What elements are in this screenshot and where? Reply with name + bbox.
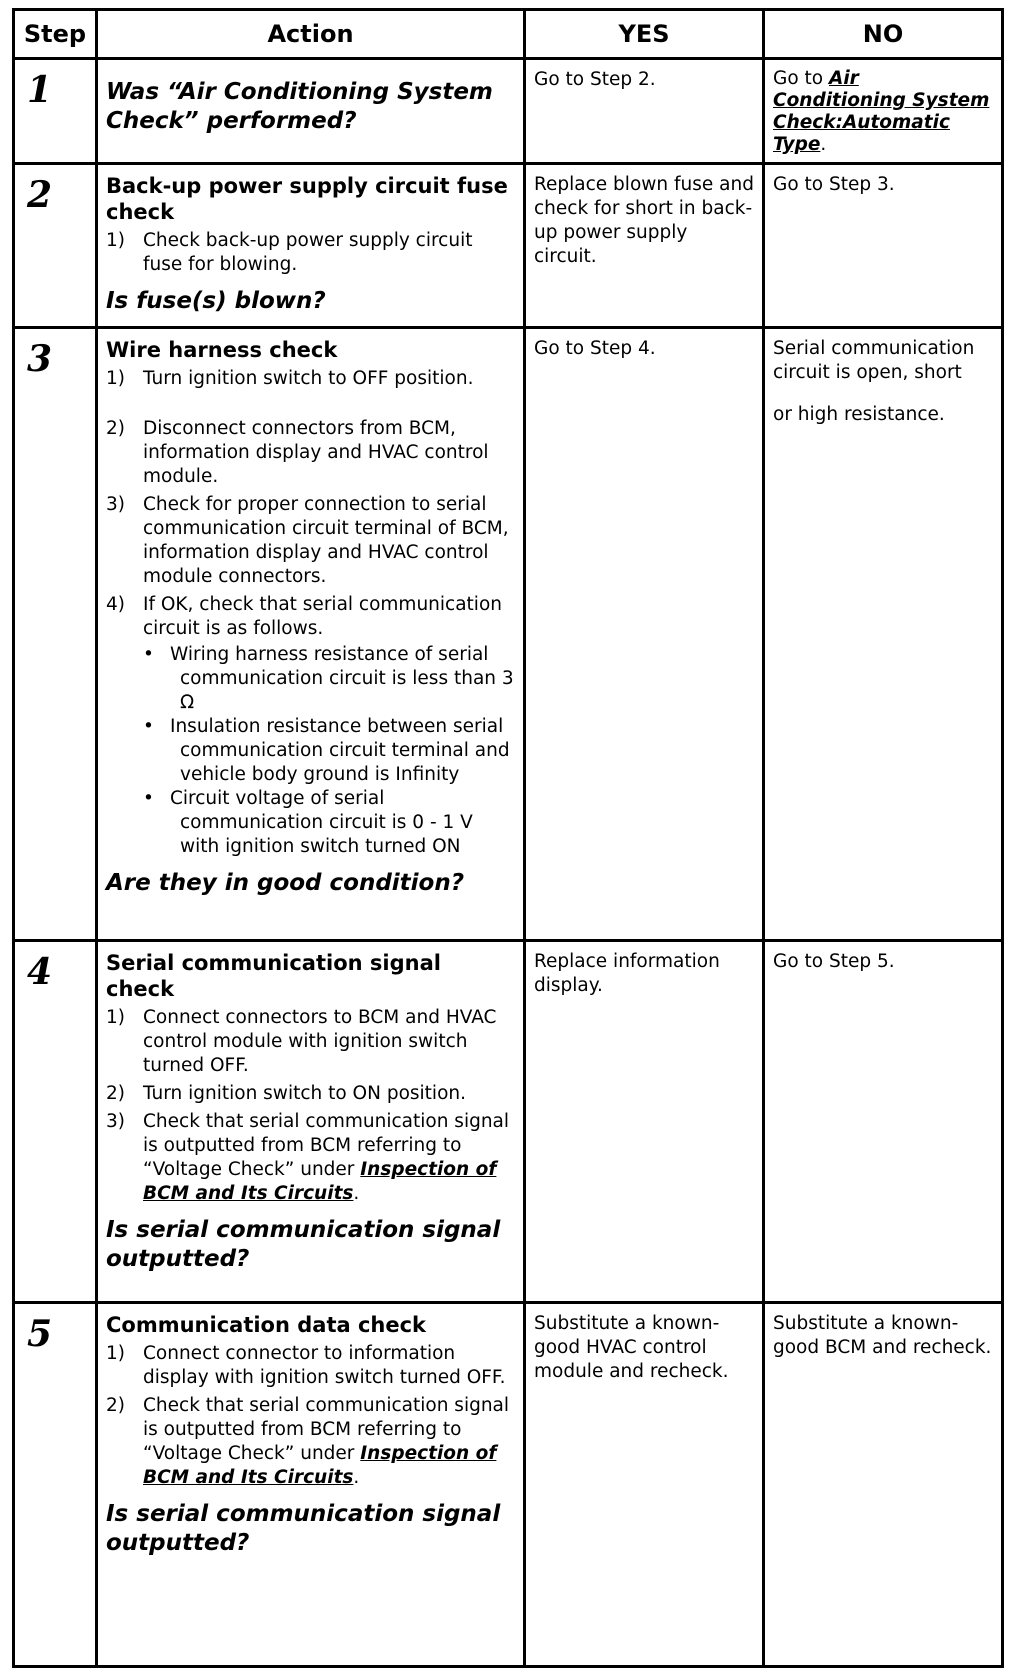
item-number: 3): [106, 1111, 125, 1132]
item-number: 1): [106, 368, 125, 389]
question: Is fuse(s) blown?: [106, 288, 326, 314]
bullet-text: Wiring harness resistance of serial communication circuit is less than 3 Ω: [170, 644, 514, 713]
yes-cell: [525, 59, 764, 164]
step-title: Back-up power supply circuit fuse check: [106, 174, 508, 224]
instruction-list: [106, 1006, 515, 1206]
item-suffix: .: [353, 1183, 360, 1204]
item-text: Disconnect connectors from BCM, information display and HVAC control module.: [143, 418, 489, 487]
yes-cell: [525, 1303, 764, 1667]
bullet-icon: •: [143, 716, 154, 737]
instruction-list: [106, 1342, 515, 1490]
item-number: 4): [106, 594, 125, 615]
air-conditioning-system-check-link[interactable]: Air Conditioning System Check:Automatic Type: [773, 68, 990, 155]
item-text: Check back-up power supply circuit fuse for blowing.: [143, 230, 473, 275]
action-cell: [97, 941, 525, 1303]
no-cell: [764, 164, 1003, 328]
action-cell: [97, 328, 525, 941]
item-text: Connect connector to information display with ignition switch turned OFF.: [143, 1343, 506, 1388]
list-item: [106, 1082, 515, 1106]
list-item: [106, 493, 515, 589]
no-cell: [764, 328, 1003, 941]
list-item: [106, 229, 515, 277]
table-row: [14, 59, 1003, 164]
yes-text: Go to Step 4.: [534, 338, 656, 359]
action-cell: [97, 59, 525, 164]
step-number: 5: [27, 1313, 53, 1355]
no-text-suffix: .: [820, 134, 827, 155]
item-number: 1): [106, 1007, 125, 1028]
no-text-prefix: Go to: [773, 68, 829, 89]
table-row: [14, 941, 1003, 1303]
list-item: [106, 593, 515, 859]
item-number: 2): [106, 1395, 125, 1416]
table-row: [14, 328, 1003, 941]
no-text: Go to Step 5.: [773, 951, 895, 972]
header-yes: YES: [525, 10, 764, 59]
item-number: 3): [106, 494, 125, 515]
no-text: Go to Step 3.: [773, 174, 895, 195]
diagnostic-flow-table: [12, 8, 1004, 1668]
list-item: [106, 1110, 515, 1206]
list-item: [106, 1006, 515, 1078]
item-text: Connect connectors to BCM and HVAC control module with ignition switch turned OFF.: [143, 1007, 497, 1076]
step-title: Serial communication signal check: [106, 951, 441, 1001]
inspection-of-bcm-link[interactable]: Inspection of BCM and Its Circuits: [143, 1159, 497, 1204]
yes-cell: [525, 164, 764, 328]
item-number: 2): [106, 1083, 125, 1104]
action-cell: [97, 1303, 525, 1667]
bullet-icon: •: [143, 788, 154, 809]
list-item: [106, 1394, 515, 1490]
question: Is serial communication signal outputted?: [106, 1217, 501, 1272]
yes-text: Substitute a known-good HVAC control module and recheck.: [534, 1313, 729, 1382]
step-number: 4: [27, 951, 53, 993]
item-number: 1): [106, 230, 125, 251]
condition-list: [143, 643, 515, 859]
step-number: 2: [27, 174, 53, 216]
bullet-text: Circuit voltage of serial communication circuit is 0 - 1 V with ignition switch turned ON: [170, 788, 473, 857]
item-text: Check that serial communication signal is outputted from BCM referring to “Voltage Check” under: [143, 1111, 510, 1180]
no-cell: [764, 941, 1003, 1303]
bullet-text: Insulation resistance between serial communication circuit terminal and vehicle body ground is Infinity: [170, 716, 510, 785]
step-title: Wire harness check: [106, 338, 338, 362]
item-text: If OK, check that serial communication circuit is as follows.: [143, 594, 502, 639]
no-text-continued: or high resistance.: [773, 404, 945, 425]
header-no: NO: [764, 10, 1003, 59]
table-row: [14, 164, 1003, 328]
no-text: Serial communication circuit is open, short: [773, 338, 975, 383]
yes-text: Replace blown fuse and check for short in back-up power supply circuit.: [534, 174, 754, 267]
bullet-item: [143, 643, 515, 715]
yes-text: Replace information display.: [534, 951, 720, 996]
no-cell: [764, 59, 1003, 164]
yes-cell: [525, 941, 764, 1303]
bullet-item: [143, 715, 515, 787]
step-title: Communication data check: [106, 1313, 427, 1337]
item-number: 1): [106, 1343, 125, 1364]
step-number: 1: [27, 69, 53, 111]
bullet-icon: •: [143, 644, 154, 665]
header-row: [14, 10, 1003, 59]
instruction-list: [106, 229, 515, 277]
yes-text: Go to Step 2.: [534, 69, 656, 90]
question: Was “Air Conditioning System Check” performed?: [106, 79, 493, 134]
item-text: Turn ignition switch to OFF position.: [143, 368, 474, 389]
item-suffix: .: [353, 1467, 360, 1488]
step-number-cell: [14, 328, 97, 941]
bullet-item: [143, 787, 515, 859]
list-item: [106, 367, 515, 391]
inspection-of-bcm-link[interactable]: Inspection of BCM and Its Circuits: [143, 1443, 497, 1488]
header-step: Step: [14, 10, 97, 59]
step-number-cell: [14, 59, 97, 164]
step-number-cell: [14, 164, 97, 328]
step-number-cell: [14, 1303, 97, 1667]
header-action: Action: [97, 10, 525, 59]
step-number: 3: [27, 338, 53, 380]
yes-cell: [525, 328, 764, 941]
item-text: Check for proper connection to serial communication circuit terminal of BCM, information display and HVAC control module connectors.: [143, 494, 509, 587]
list-item: [106, 417, 515, 489]
list-item: [106, 1342, 515, 1390]
item-number: 2): [106, 418, 125, 439]
question: Are they in good condition?: [106, 870, 465, 896]
table-row: [14, 1303, 1003, 1667]
no-text: Substitute a known-good BCM and recheck.: [773, 1313, 992, 1358]
no-cell: [764, 1303, 1003, 1667]
instruction-list: [106, 367, 515, 859]
step-number-cell: [14, 941, 97, 1303]
action-cell: [97, 164, 525, 328]
item-text: Check that serial communication signal is outputted from BCM referring to “Voltage Check” under: [143, 1395, 510, 1464]
question: Is serial communication signal outputted?: [106, 1501, 501, 1556]
item-text: Turn ignition switch to ON position.: [143, 1083, 467, 1104]
